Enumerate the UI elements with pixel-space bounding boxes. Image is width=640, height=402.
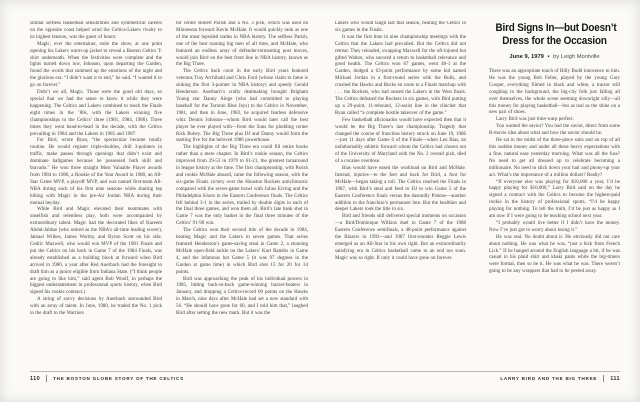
paragraph: Bird was approaching the peak of his individual powers in 1985, hitting back-to-back game-winning buzzer-beaters in January, and dropping a Celtics-record 60 points on the Hawks in March, nine days after McHale had set a new standard with 56. “He should have gone for 60, and I told him that,” laughed Bird after setting the new mark. But it was the: [176, 276, 308, 317]
footer-separator: [46, 375, 47, 382]
paragraph: Larry Bird was just time-warp perfect.: [496, 117, 574, 123]
paragraph: for center Robert Parish and a No. 3 pick, which was used on Minnesota forward Kevin McHale. It would quickly rank as one of the most lopsided trades in NBA history. The selfless Parish, one of the best running big men of all time, and McHale, who featured an endless array of defender-tormenting post moves, would join Bird on the best front line in NBA history, known as the Big Three.: [176, 21, 308, 68]
footer-left: [30, 375, 184, 382]
paragraph: There was an appropriate touch of Billy Budd innocence to him. He was the young Bob Feller, played by the young Gary Cooper, everything filmed in black and white, a tractor still coughing in the background, the big-city folk just falling all over themselves, the whole scene seeming downright silly—all this money for playing basketball—but as real as the shine on a new pair of shoes.: [489, 69, 620, 116]
footer-right: [500, 375, 620, 382]
headline-line: Dress for the Occasion: [502, 35, 607, 47]
left-page-number: 110: [30, 375, 41, 382]
paragraph: Few basketball aficionados would have expected then that it would be the Big Three’s last championship. Tragedy that changed the course of franchise history struck on June 19, 1986—just 11 days after Game 6 of the Finals—when Len Bias, an unfathomably athletic forward whom the Celtics had chosen out of the University of Maryland with the No. 2 overall pick, died of a cocaine overdose.: [335, 117, 466, 165]
paragraph: The Celtics won their second title of the decade in 1984, beating Magic and the Lakers in seven games. That series featured Henderson’s game-saving steal in Game 2, a stunning McHale open-field tackle on the Lakers’ Kurt Rambis in Game 4, and the infamous hot Game 5 (it was 97 degrees in the Garden at game time) in which Bird shot 15 for 20 for 34 points.: [176, 228, 308, 275]
chapter-running-title: LARRY BIRD AND THE BIG THREE: [500, 376, 598, 381]
left-page-column-2: [176, 21, 308, 371]
paragraph: You wanted the savior? You had the savior, direct from some B-movie idea about what and how the savior should be.: [489, 124, 620, 137]
paragraph: Bird and friends still delivered special moments on occasion—a Bird/Dominique Wilkins duel in Game 7 of the 1988 Eastern Conference semifinals, a 48-point performance against the Blazers in 1992—and 1987 first-rounder Reggie Lewis emerged as an All-Star in his own right. But an extraordinarily satisfying era in Celtics basketball came to an end too soon. Magic was so right. If only it could have gone on forever.: [335, 214, 466, 261]
paragraph: He sat in the midst of the three-piece suits and on top of all this sudden money and under all these heavy expectations with a fine, natural ease yesterday morning. What was all the fuss? No need to get all dressed up to celebrate becoming a millionaire. No need to slick down your hair and phony-up your act. What’s the importance of a million dollars? Really?: [489, 138, 620, 178]
headline-line: Bird Signs In—but Doesn’t: [495, 22, 617, 34]
paragraph: similar selfless basketball sensibilities and symmetrical careers on the opposite coast helped wind the Celtics-Lakers rivalry to its highest tension, was the guest of honor.: [30, 21, 162, 40]
paragraph: He was real. No doubt about it. He obviously did not care about nothing. He was what he was, “just a hick from French Lick.” If he banged around the English language a bit, if he was casual in his plaid shirt and khaki pants while the big-timers were formal, then so be it. He was what he was. There weren’t going to be any wrappers that had to be peeled away.: [489, 234, 620, 275]
paragraph: A string of savvy decisions by Auerbach surrounded Bird with an array of talent. In June, 1980, he traded the No. 1 pick in the draft to the Warriors: [30, 297, 162, 317]
article-column: [489, 21, 620, 371]
footer-separator: [603, 375, 604, 382]
book-running-title: THE BOSTON GLOBE STORY OF THE CELTICS: [53, 376, 184, 381]
article-date: June 9, 1979: [509, 54, 544, 60]
paragraph: While Bird and Magic elevated their teammates with unselfish and relentless play, both were accompanied by extraordinary talent. Magic had the decorated likes of Kareem Abdul-Jabbar (who retired as the NBA’s all-time leading scorer), Jamaal Wilkes, James Worthy, and Byron Scott on his side. Cedric Maxwell, who would win MVP of the 1981 Finals and put the Celtics on his back in Game 7 of the 1984 Finals, was already established as a building block at forward when Bird arrived in 1980, a year after Red Auerbach had the foresight to draft him as a junior eligible from Indiana State. (“I think people are going to like him,” said agent Bob Woolf, in perhaps the biggest understatement in professional sports history, when Bird signed his rookie contract.): [30, 207, 162, 296]
byline-bullet-separator: •: [547, 54, 550, 60]
right-page-column-1: [335, 21, 466, 371]
article-headline: [495, 22, 617, 48]
paragraph: For Bird, wrote Ryan, “the spectacular became totally routine. He would register triple-doubles, drill 3-pointers in traffic, make passes through openings that didn’t exist and dominate ballgames because he possessed both skill and bravado.” He won three straight Most Valuable Player awards from 1984 to 1986, a Rookie of the Year Award in 1980, an All-Star Game MVP, a playoff MVP, and was named first-team All-NBA during each of his first nine seasons while sharing top billing with Magic in the pre-Air Jordan NBA during their mutual heyday.: [30, 138, 162, 206]
left-page-column-1: [30, 21, 162, 371]
paragraph: “I probably would live better if I didn’t have the money. Now I’ve just got to worry about losing it.”: [489, 220, 620, 233]
paragraph: Lakers who would laugh last that season, beating the Celtics in six games in the Finals.: [335, 21, 466, 33]
right-page-number: 111: [610, 375, 620, 382]
paragraph: Bias would have eased the workload on Bird and McHale. Instead, injuries—to the feet and back for Bird, a foot for McHale—began taking a toll. The Celtics reached the Finals in 1987, with Bird’s steal and feed to DJ to win Game 5 of the Eastern Conference finals versus the dastardly Pistons—another addition to the franchise’s permanent lore. But the healthier and deeper Lakers took the title in six.: [335, 166, 466, 213]
paragraph: “If everyone else was playing for $10,000 a year, I’d be happy playing for $10,000,” Larry Bird said on the day he signed a contract with the Celtics to become the highest-paid rookie in the history of professional sports. “I’d be happy playing for nothing. To tell the truth, I’d be just as happy as I am now if I were going to be teaching school next year.: [489, 179, 620, 220]
paragraph: The Celtics back court in the early Bird years featured veterans Tiny Archibald and Chris Ford (whose claim to fame is sinking the first 3-pointer in NBA history) and speedy Gerald Henderson. Auerbach’s crafty dealmaking brought Brigham Young star Danny Ainge (who had committed to playing baseball for the Toronto Blue Jays) to the Celtics in November, 1981, and then in June, 1983, he acquired fearless defensive whiz Dennis Johnson—whom Bird would later call the best player he ever played with—from the Suns for plodding center Rick Robey. The Big Three plus DJ and Danny would form the starting five for the beloved 1986 powerhouse.: [176, 69, 308, 144]
paragraph: Didn’t we all, Magic. Those were the good old days, so special that we had the sense to know it while they were happening. The Celtics and Lakers combined to reach the Finals eight times in the ’80s, with the Lakers winning five championships to the Celtics’ three (1981, 1984, 1986). Three times they went head-to-head in the decade, with the Celtics prevailing in 1984 and the Lakers in 1985 and 1987.: [30, 90, 162, 137]
article-byline: [489, 54, 620, 60]
footer-rule: [30, 371, 620, 372]
paragraph: It was the first time in nine championship meetings with the Celtics that the Lakers had prevailed. But the Celtics did not retreat. They reloaded, swapping Maxwell for the oft-injured but gifted Walton, who savored a return to basketball relevance and good health. The Celtics won 67 games, went 40-1 at the Garden, dodged a 63-point performance by some kid named Michael Jordan in a first-round series with the Bulls, and crushed the Hawks and Bucks en route to a Finals matchup with . . . the Rockets, who had ousted the Lakers in the West finals. The Celtics defeated the Rockets in six games, with Bird putting up a 29-point, 11-rebound, 12-assist line in the clincher that Ryan called “a complete hostile takeover of the game.”: [335, 34, 466, 116]
paragraph: The highlights of the Big Three era could fill entire books rather than a mere chapter. In Bird’s rookie season, the Celtics improved from 29-53 in 1979 to 61-21, the greatest turnaround in league history at the time. The first championship, with Parish and rookie McHale aboard, came the following season, with the six-game Finals victory over the Houston Rockets anticlimactic compared with the seven-game brawl with Julius Erving and the Philadelphia Sixers in the Eastern Conference finals. The Celtics fell behind 3-1 in the series, trailed by double digits in each of the final three games, and won them all. Bird’s late bank shot in Game 7 was the only basket in the final three minutes of the Celtics’ 91-90 win.: [176, 145, 308, 227]
paragraph: Magic, ever the entertainer, stole the show, at one point opening his Lakers warm-up jacket to reveal a Boston Celtics T-shirt underneath. When the festivities were complete and the lights turned down low, Johnson, upon departing the Garden, found the words that summed up the emotions of the night and the glorious era. “I didn’t want it to end,” he said. “I wanted it to go on forever.”: [30, 41, 162, 89]
article-author: by Leigh Montville: [553, 54, 600, 60]
